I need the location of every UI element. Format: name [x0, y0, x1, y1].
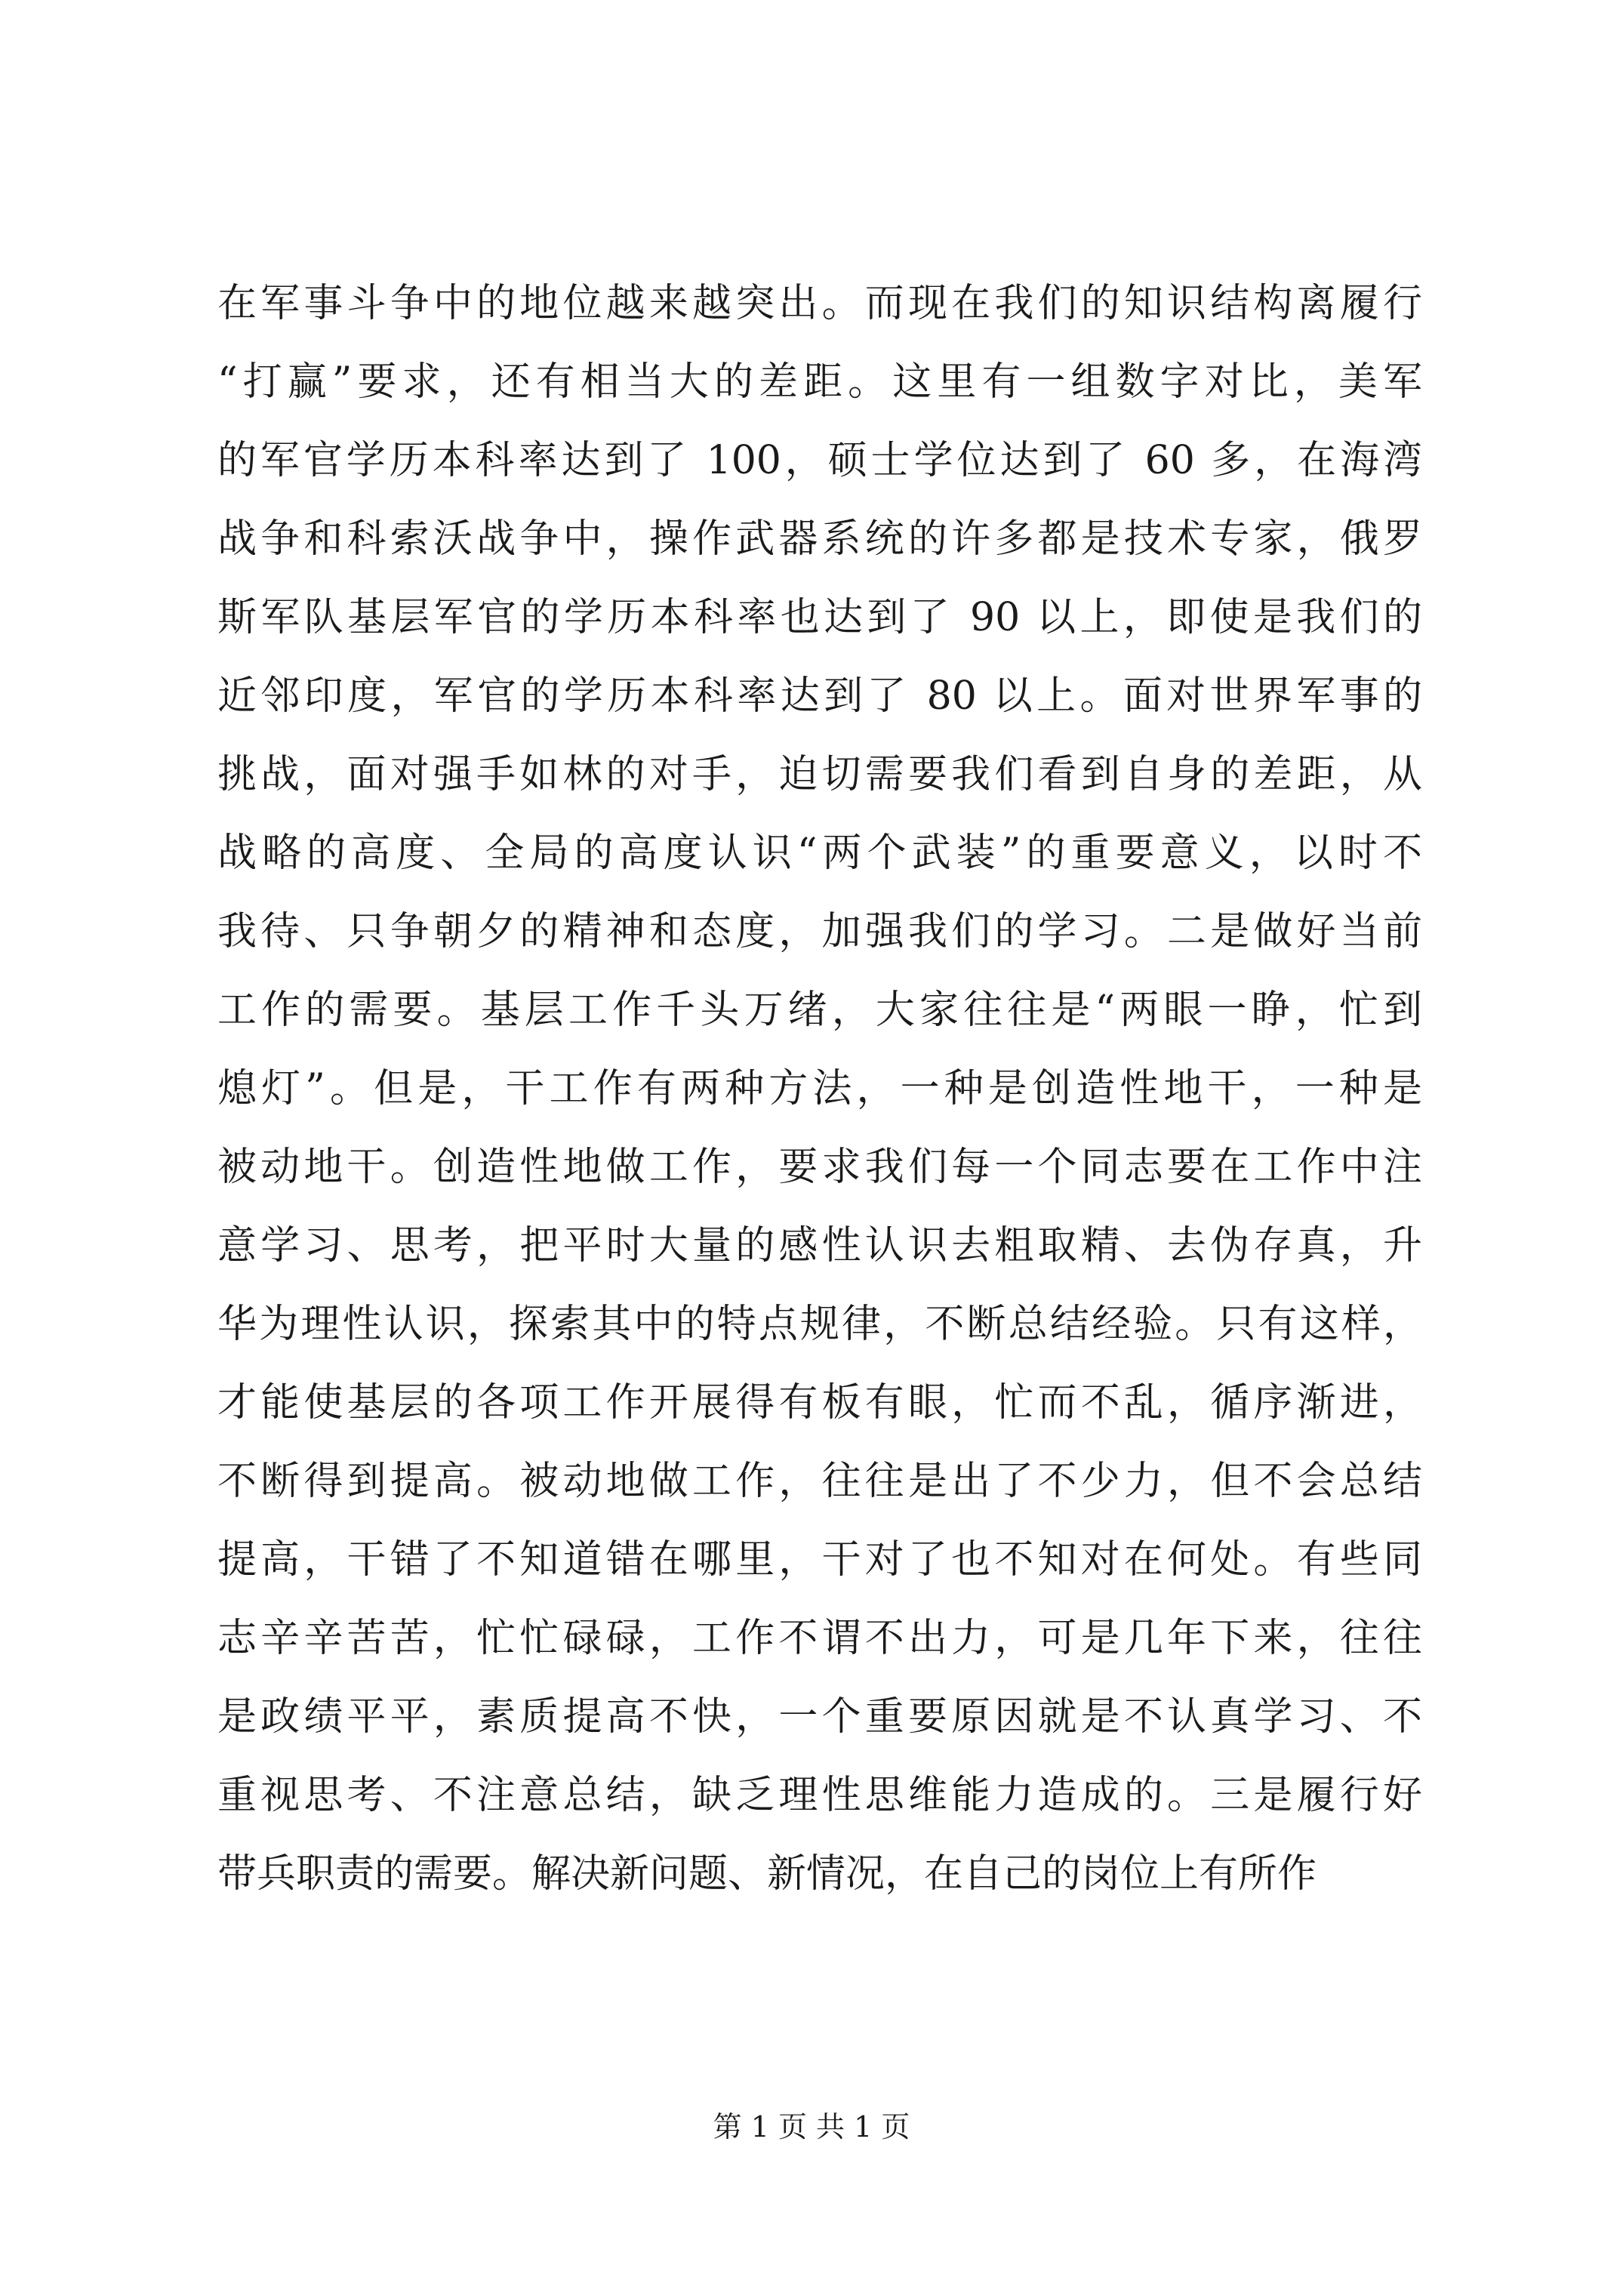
text-line: 战争和科索沃战争中，操作武器系统的许多都是技术专家，俄罗 [217, 516, 1422, 562]
text-line: 挑战，面对强手如林的对手，迫切需要我们看到自身的差距，从 [217, 752, 1422, 797]
text-line: 才能使基层的各项工作开展得有板有眼，忙而不乱，循序渐进， [217, 1380, 1422, 1425]
text-line: 近邻印度，军官的学历本科率达到了 80 以上。面对世界军事的 [217, 673, 1422, 719]
text-line: “打赢”要求，还有相当大的差距。这里有一组数字对比，美军 [217, 359, 1422, 405]
text-line: 华为理性认识，探索其中的特点规律，不断总结经验。只有这样， [217, 1302, 1422, 1347]
text-line: 志辛辛苦苦，忙忙碌碌，工作不谓不出力，可是几年下来，往往 [217, 1616, 1422, 1661]
text-line: 工作的需要。基层工作千头万绪，大家往往是“两眼一睁，忙到 [217, 988, 1422, 1033]
page-footer: 第 1 页 共 1 页 [713, 2110, 910, 2143]
text-line: 意学习、思考，把平时大量的感性认识去粗取精、去伪存真，升 [217, 1223, 1422, 1268]
text-line: 提高，干错了不知道错在哪里，干对了也不知对在何处。有些同 [217, 1537, 1422, 1583]
text-line: 是政绩平平，素质提高不快，一个重要原因就是不认真学习、不 [217, 1694, 1422, 1740]
text-line: 战略的高度、全局的高度认识“两个武装”的重要意义，以时不 [217, 831, 1422, 876]
text-line: 在军事斗争中的地位越来越突出。而现在我们的知识结构离履行 [217, 281, 1422, 326]
body-text [217, 264, 1422, 1913]
text-line: 被动地干。创造性地做工作，要求我们每一个同志要在工作中注 [217, 1145, 1422, 1190]
text-line: 带兵职责的需要。解决新问题、新情况，在自己的岗位上有所作 [217, 1851, 1317, 1897]
text-line: 熄灯”。但是，干工作有两种方法，一种是创造性地干，一种是 [217, 1066, 1422, 1111]
text-line: 的军官学历本科率达到了 100，硕士学位达到了 60 多，在海湾 [217, 438, 1422, 483]
text-line: 斯军队基层军官的学历本科率也达到了 90 以上，即使是我们的 [217, 595, 1422, 640]
text-line: 重视思考、不注意总结，缺乏理性思维能力造成的。三是履行好 [217, 1773, 1422, 1818]
text-line: 不断得到提高。被动地做工作，往往是出了不少力，但不会总结 [217, 1459, 1422, 1504]
text-line: 我待、只争朝夕的精神和态度，加强我们的学习。二是做好当前 [217, 909, 1422, 954]
